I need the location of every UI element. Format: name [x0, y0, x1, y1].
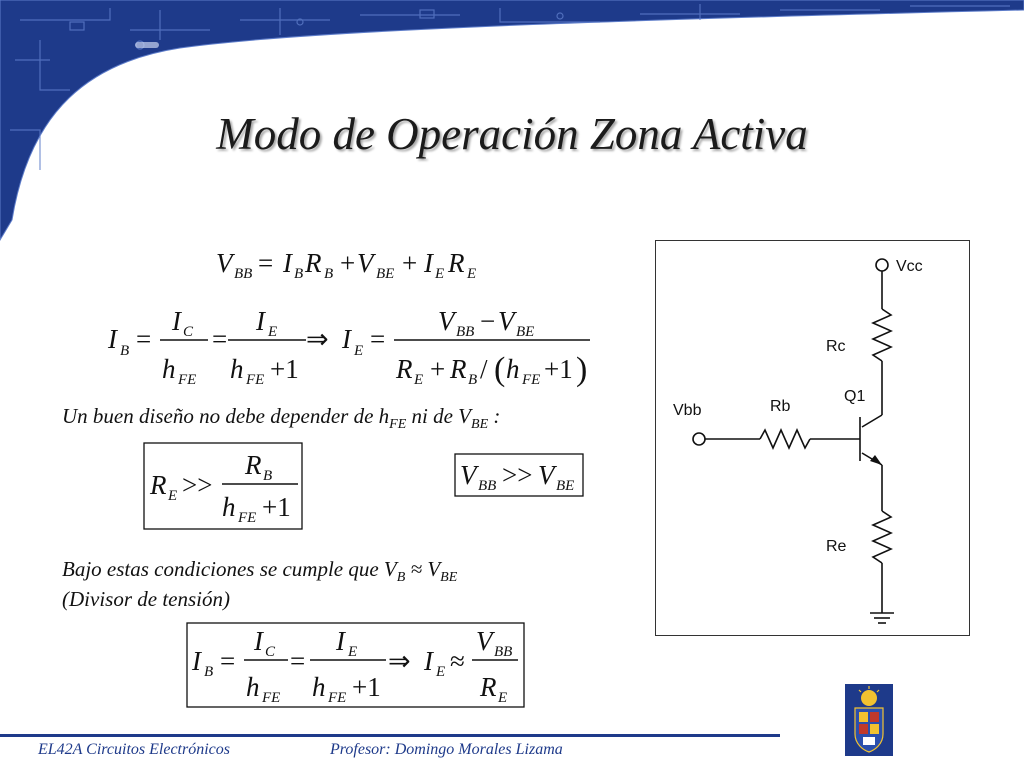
svg-text:E: E: [268, 324, 278, 340]
svg-text:h: h: [222, 492, 236, 522]
svg-text:B: B: [324, 266, 334, 282]
design-note: Un buen diseño no debe depender de $h_{FE}$ ni de $V_{BE}$ :: [62, 404, 501, 433]
footer-course: EL42A Circuitos Electrónicos: [38, 741, 230, 758]
svg-text:I: I: [342, 324, 351, 354]
svg-text:B: B: [263, 468, 273, 484]
svg-text:FE: FE: [262, 690, 281, 706]
svg-text:I: I: [192, 646, 201, 676]
svg-text:I: I: [254, 626, 263, 656]
svg-text:I: I: [424, 646, 433, 676]
svg-text:BB: BB: [478, 478, 497, 494]
svg-text:BE: BE: [516, 324, 535, 340]
svg-text:R: R: [396, 354, 413, 384]
svg-text:/: /: [480, 354, 488, 384]
svg-text:B: B: [120, 343, 130, 359]
divider-note: (Divisor de tensión): [62, 587, 230, 611]
svg-text:FE: FE: [246, 372, 265, 388]
equation-box-result: [187, 623, 524, 707]
emitter-arrow: [870, 455, 882, 465]
svg-text:I: I: [172, 306, 181, 336]
svg-text:C: C: [183, 324, 194, 340]
svg-text:=: =: [258, 248, 274, 278]
svg-text:V: V: [498, 306, 515, 336]
svg-text:+1: +1: [270, 354, 299, 384]
svg-text:E: E: [354, 343, 364, 359]
svg-text:C: C: [265, 644, 276, 660]
svg-text:B: B: [468, 372, 478, 388]
svg-text:FE: FE: [522, 372, 541, 388]
svg-text:=: =: [136, 324, 152, 354]
svg-text:⇒: ⇒: [306, 324, 329, 354]
svg-text:E: E: [168, 488, 178, 504]
svg-text:+: +: [430, 354, 446, 384]
equation-box-vbb: [455, 454, 583, 496]
svg-text:BB: BB: [234, 266, 253, 282]
svg-text:B: B: [294, 266, 304, 282]
svg-text:+: +: [340, 248, 356, 278]
svg-text:=: =: [220, 646, 236, 676]
svg-text:E: E: [498, 690, 508, 706]
svg-text:I: I: [256, 306, 265, 336]
svg-text:E: E: [436, 664, 446, 680]
circuit-drawing: [656, 241, 969, 635]
svg-text:E: E: [467, 266, 477, 282]
footer-divider: [0, 734, 780, 737]
equation-box-re: [144, 443, 302, 529]
svg-text:I: I: [283, 248, 292, 278]
footer-professor: Profesor: Domingo Morales Lizama: [330, 741, 563, 758]
university-logo: [845, 684, 893, 756]
svg-text:R: R: [305, 248, 322, 278]
svg-text:h: h: [312, 672, 326, 702]
svg-text:E: E: [435, 266, 445, 282]
svg-text:R: R: [150, 470, 167, 500]
svg-text:V: V: [216, 248, 233, 278]
svg-text:V: V: [476, 626, 493, 656]
svg-text:): ): [576, 351, 588, 388]
equation-ib-ie: [107, 306, 590, 388]
svg-text:V: V: [460, 460, 477, 490]
svg-text:h: h: [230, 354, 244, 384]
svg-text:+: +: [402, 248, 418, 278]
svg-text:R: R: [480, 672, 497, 702]
svg-text:V: V: [538, 460, 555, 490]
svg-text:=: =: [290, 646, 306, 676]
svg-text:I: I: [108, 324, 117, 354]
label-rc: Rc: [826, 338, 846, 355]
svg-text:BB: BB: [494, 644, 513, 660]
svg-text:R: R: [245, 450, 262, 480]
svg-text:FE: FE: [178, 372, 197, 388]
svg-text:I: I: [424, 248, 433, 278]
label-q1: Q1: [844, 388, 866, 405]
svg-text:E: E: [348, 644, 358, 660]
svg-text:FE: FE: [238, 510, 257, 526]
svg-text:=: =: [212, 324, 228, 354]
equation-kvl: [216, 248, 476, 282]
label-vbb: Vbb: [673, 402, 702, 419]
svg-text:(: (: [494, 351, 506, 388]
svg-text:+1: +1: [352, 672, 381, 702]
slide-title: Modo de Operación Zona Activa: [216, 109, 808, 159]
svg-text:+1: +1: [544, 354, 573, 384]
svg-text:B: B: [204, 664, 214, 680]
svg-text:h: h: [246, 672, 260, 702]
svg-text:h: h: [162, 354, 176, 384]
svg-text:V: V: [438, 306, 455, 336]
svg-text:−: −: [480, 306, 496, 336]
svg-text:BB: BB: [456, 324, 475, 340]
svg-text:R: R: [450, 354, 467, 384]
svg-text:E: E: [414, 372, 424, 388]
label-vcc: Vcc: [896, 258, 923, 275]
svg-text:h: h: [506, 354, 520, 384]
label-re: Re: [826, 538, 847, 555]
svg-text:>>: >>: [182, 470, 213, 500]
circuit-schematic: [655, 240, 970, 636]
svg-text:>>: >>: [502, 460, 533, 490]
svg-text:+1: +1: [262, 492, 291, 522]
svg-text:V: V: [357, 248, 374, 278]
svg-text:=: =: [370, 324, 386, 354]
condition-note: Bajo estas condiciones se cumple que $V_B \approx V_{BE}$: [62, 557, 458, 586]
svg-text:⇒: ⇒: [388, 646, 411, 676]
svg-text:BE: BE: [376, 266, 395, 282]
svg-text:≈: ≈: [450, 646, 465, 676]
label-rb: Rb: [770, 398, 791, 415]
svg-text:R: R: [448, 248, 465, 278]
svg-text:I: I: [336, 626, 345, 656]
svg-text:BE: BE: [556, 478, 575, 494]
svg-text:FE: FE: [328, 690, 347, 706]
